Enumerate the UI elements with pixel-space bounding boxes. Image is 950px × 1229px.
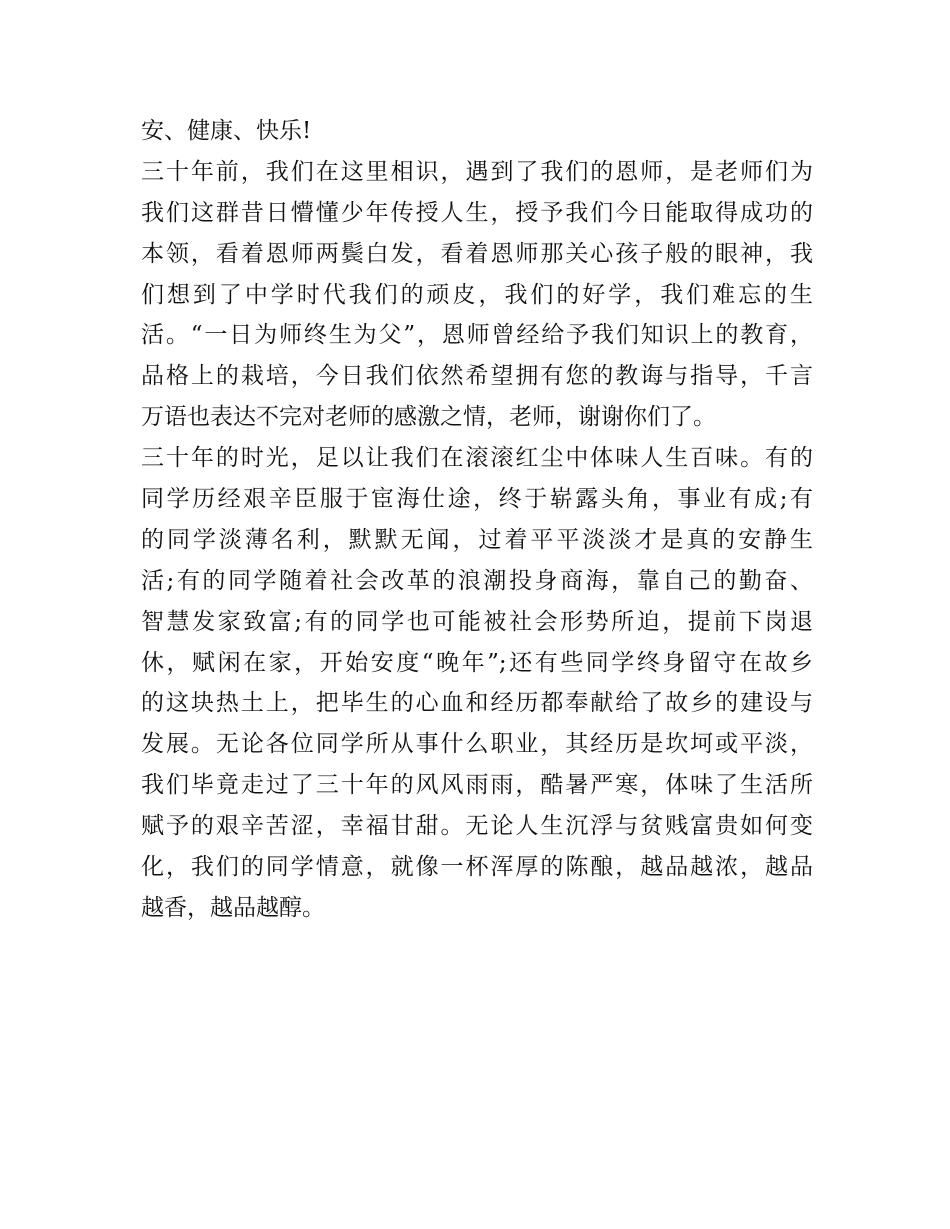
paragraph-line-end: 越香，越品越醇。 (141, 894, 325, 921)
body-text (141, 111, 813, 929)
paragraph-line: 活;有的同学随着社会改革的浪潮投身商海，靠自己的勤奋、 (141, 567, 813, 594)
paragraph-line: 化，我们的同学情意，就像一杯浑厚的陈酿，越品越浓，越品 (141, 854, 813, 881)
paragraph-line: 休，赋闲在家，开始安度“晚年”;还有些同学终身留守在故乡 (141, 649, 813, 676)
paragraph-line: 智慧发家致富;有的同学也可能被社会形势所迫，提前下岗退 (141, 608, 813, 635)
paragraph-line: 赋予的艰辛苦涩，幸福甘甜。无论人生沉浮与贫贱富贵如何变 (141, 813, 813, 840)
paragraph-line: 我们毕竟走过了三十年的风风雨雨，酷暑严寒，体味了生活所 (141, 772, 813, 799)
paragraph-line: 同学历经艰辛臣服于宦海仕途，终于崭露头角，事业有成;有 (141, 486, 813, 513)
paragraph-line: 活。“一日为师终生为父”，恩师曾经给予我们知识上的教育， (141, 322, 813, 349)
paragraph-line: 们想到了中学时代我们的顽皮，我们的好学，我们难忘的生 (141, 281, 813, 308)
paragraph-line: 我们这群昔日懵懂少年传授人生，授予我们今日能取得成功的 (141, 199, 813, 226)
paragraph-line: 品格上的栽培，今日我们依然希望拥有您的教诲与指导，千言 (141, 363, 813, 390)
paragraph-line: 三十年的时光，足以让我们在滚滚红尘中体味人生百味。有的 (141, 445, 813, 472)
paragraph-line: 的这块热土上，把毕生的心血和经历都奉献给了故乡的建设与 (141, 690, 813, 717)
paragraph-line: 的同学淡薄名利，默默无闻，过着平平淡淡才是真的安静生 (141, 526, 813, 553)
paragraph-line: 三十年前，我们在这里相识，遇到了我们的恩师，是老师们为 (141, 158, 813, 185)
paragraph-line: 本领，看着恩师两鬓白发，看着恩师那关心孩子般的眼神，我 (141, 240, 813, 267)
paragraph-line-end: 安、健康、快乐! (141, 118, 312, 144)
paragraph-line-end: 万语也表达不完对老师的感激之情，老师，谢谢你们了。 (141, 404, 716, 431)
paragraph-line: 发展。无论各位同学所从事什么职业，其经历是坎坷或平淡， (141, 731, 813, 758)
